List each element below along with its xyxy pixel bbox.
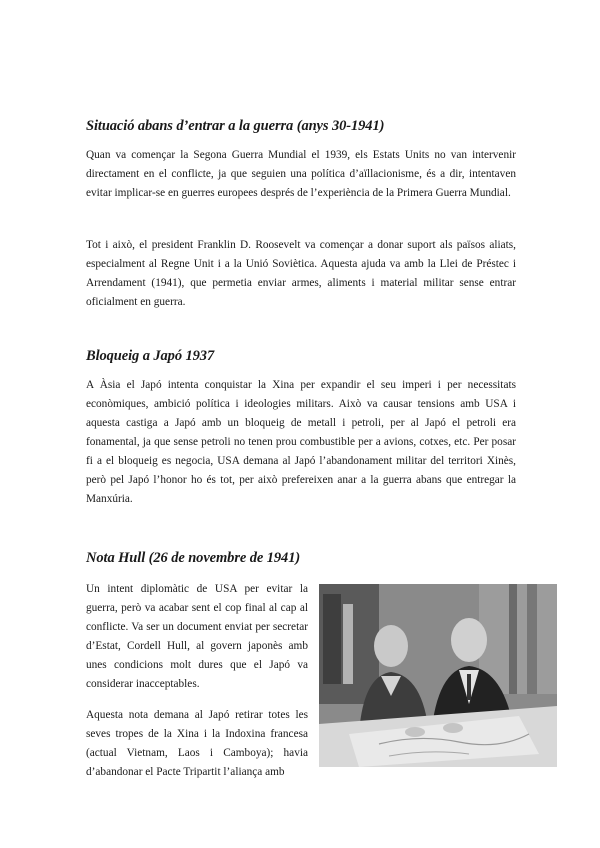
historical-photo xyxy=(319,584,557,767)
historical-photo-icon xyxy=(319,584,557,767)
section-title-bloqueig: Bloqueig a Japó 1937 xyxy=(86,348,215,364)
paragraph-nota-hull-1: Un intent diplomàtic de USA per evitar la guerra, però va acabar sent el cop final al cap al conflicte. Va ser un document enviat per secretar d’Estat, Cordell Hull, al govern japonès amb unes condicions molt dures que el Japó va considerar inacceptables. xyxy=(86,583,308,690)
section-title-situacio: Situació abans d’entrar a la guerra (anys 30-1941) xyxy=(86,118,385,134)
paragraph-situacio-1: Quan va començar la Segona Guerra Mundial el 1939, els Estats Units no van intervenir directament en el conflicte, ja que seguien una política d’aïllacionisme, és a dir, intentaven evitar implicar-se en guerres europees després de l’experiència de la Primera Guerra Mundial. xyxy=(86,149,516,199)
paragraph-bloqueig-1: A Àsia el Japó intenta conquistar la Xina per expandir el seu imperi i per necessitats econòmiques, ambició política i ideologies militars. Això va causar tensions amb USA i aquesta castiga a Japó amb un bloqueig de metall i petroli, per al Japó el petroli era fonamental, ja que sense petroli no tenen prou combustible per a avions, cotxes, etc. Per posar fi a el bloqueig es negocia, USA demana al Japó l’abandonament militar del territori Xinès, però pel Japó l’honor ho és tot, per això prefereixen anar a la guerra abans que entregar la Manxúria. xyxy=(86,379,516,505)
paragraph-situacio-2: Tot i això, el president Franklin D. Roosevelt va començar a donar suport als països aliats, especialment al Regne Unit i a la Unió Soviètica. Aquesta ajuda va amb la Llei de Préstec i Arrendament (1941), que permetia enviar armes, aliments i material militar sense entrar oficialment en guerra. xyxy=(86,239,516,308)
section-title-nota-hull: Nota Hull (26 de novembre de 1941) xyxy=(86,550,301,566)
paragraph-nota-hull-2: Aquesta nota demana al Japó retirar totes les seves tropes de la Xina i la Indoxina francesa (actual Vietnam, Laos i Camboya); havia d’abandonar el Pacte Tripartit l’aliança amb xyxy=(86,709,308,778)
